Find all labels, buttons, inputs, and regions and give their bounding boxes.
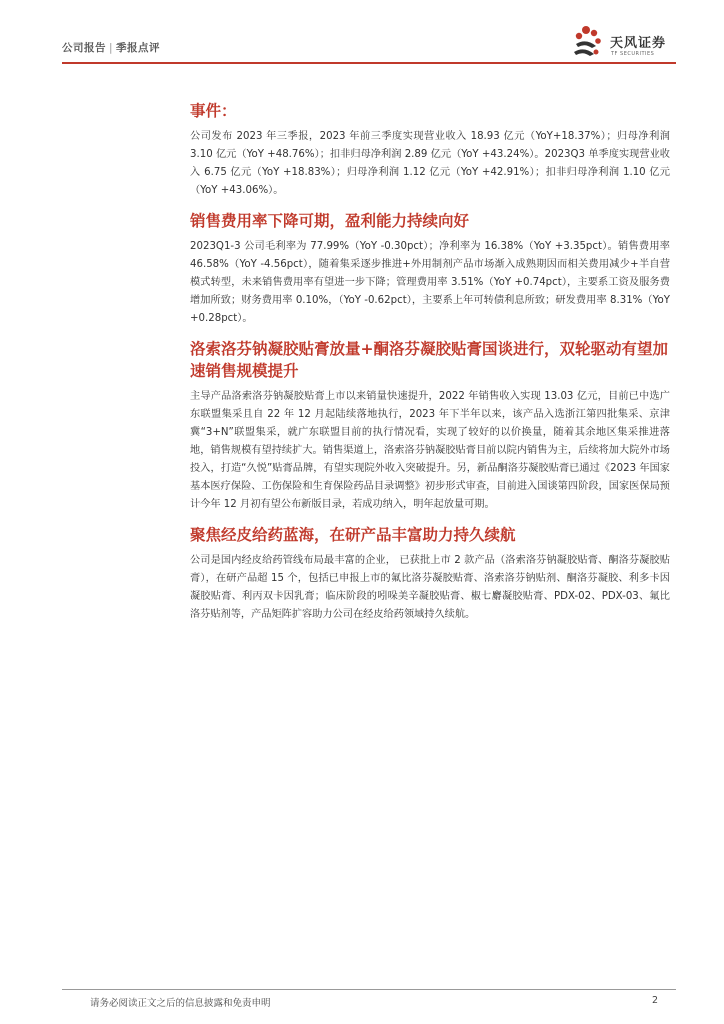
logo-name-cn: 天风证券 xyxy=(610,36,667,51)
report-type-header xyxy=(62,40,160,55)
tf-securities-logo-icon xyxy=(570,24,608,62)
footer-disclaimer: 请务必阅读正文之后的信息披露和免责申明 xyxy=(90,998,271,1009)
section-event xyxy=(190,100,670,200)
section-title: 销售费用率下降可期，盈利能力持续向好 xyxy=(190,212,470,230)
section-paragraph: 主导产品洛索洛芬钠凝胶贴膏上市以来销量快速提升，2022 年销售收入实现 13.03 亿元，目前已中选广东联盟集采且自 22 年 12 月起陆续落地执行，2023 年下半年以来，该产品入选浙江第四批集采、京津冀“3+N”联盟集采，就广东联盟目前的执行情况看，实现了较好的以价换量，随着其余地区集采推进落地，销售规模有望持续扩大。销售渠道上，洛索洛芬钠凝胶贴膏目前以院内销售为主，后续将加大院外市场投入，打造“久悦”贴膏品牌，有望实现院外收入突破提升。另，新品酮洛芬凝胶贴膏已通过《2023 年国家基本医疗保险、工伤保险和生育保险药品目录调整》初步形式审查，目前进入国谈第四阶段，国家医保局预计今年 12 月初有望公布新版目录，若成功纳入，明年起放量可期。 xyxy=(190,391,670,510)
page-number: 2 xyxy=(652,995,659,1006)
company-logo xyxy=(570,24,680,62)
report-category: 公司报告 xyxy=(62,42,106,54)
section-title: 聚焦经皮给药蓝海，在研产品丰富助力持久续航 xyxy=(190,526,516,544)
footer-divider xyxy=(62,989,676,990)
section-expense-ratio xyxy=(190,210,670,328)
section-paragraph: 公司发布 2023 年三季报，2023 年前三季度实现营业收入 18.93 亿元（YoY+18.37%）；归母净利润 3.10 亿元（YoY +48.76%）；扣非归母净利润 2.89 亿元（YoY +43.24%）。2023Q3 单季度实现营业收入 6.75 亿元（YoY +18.83%）；归母净利润 1.12 亿元（YoY +42.91%）；扣非归母净利润 1.10 亿元（YoY +43.06%）。 xyxy=(190,131,670,196)
section-title: 事件： xyxy=(190,102,237,120)
logo-name-en: TF SECURITIES xyxy=(611,51,655,57)
section-paragraph: 公司是国内经皮给药管线布局最丰富的企业， 已获批上市 2 款产品（洛索洛芬钠凝胶贴膏、酮洛芬凝胶贴膏），在研产品超 15 个，包括已申报上市的氟比洛芬凝胶贴膏、洛索洛芬钠贴剂、酮洛芬凝胶、利多卡因凝胶贴膏、利丙双卡因乳膏；临床阶段的吲哚美辛凝胶贴膏、椒七麝凝胶贴膏、PDX-02、PDX-03、氟比洛芬贴剂等，产品矩阵扩容助力公司在经皮给药领域持久续航。 xyxy=(190,555,670,620)
header-separator: | xyxy=(109,42,114,54)
report-subcategory: 季报点评 xyxy=(116,42,161,54)
report-body xyxy=(190,100,670,634)
section-dual-drivers xyxy=(190,338,670,514)
section-paragraph: 2023Q1-3 公司毛利率为 77.99%（YoY -0.30pct）；净利率为 16.38%（YoY +3.35pct）。销售费用率 46.58%（YoY -4.56pct），随着集采逐步推进+外用制剂产品市场渐入成熟期因而相关费用减少+半自营模式转型，未来销售费用率有望进一步下降；管理费用率 3.51%（YoY +0.74pct），主要系工资及服务费增加所致；财务费用率 0.10%，（YoY -0.62pct），主要系上年可转债利息所致；研发费用率 8.31%（YoY +0.28pct）。 xyxy=(190,241,670,324)
section-title: 洛索洛芬钠凝胶贴膏放量+酮洛芬凝胶贴膏国谈进行，双轮驱动有望加速销售规模提升 xyxy=(190,340,668,380)
section-pipeline xyxy=(190,524,670,624)
header-divider xyxy=(62,62,676,64)
